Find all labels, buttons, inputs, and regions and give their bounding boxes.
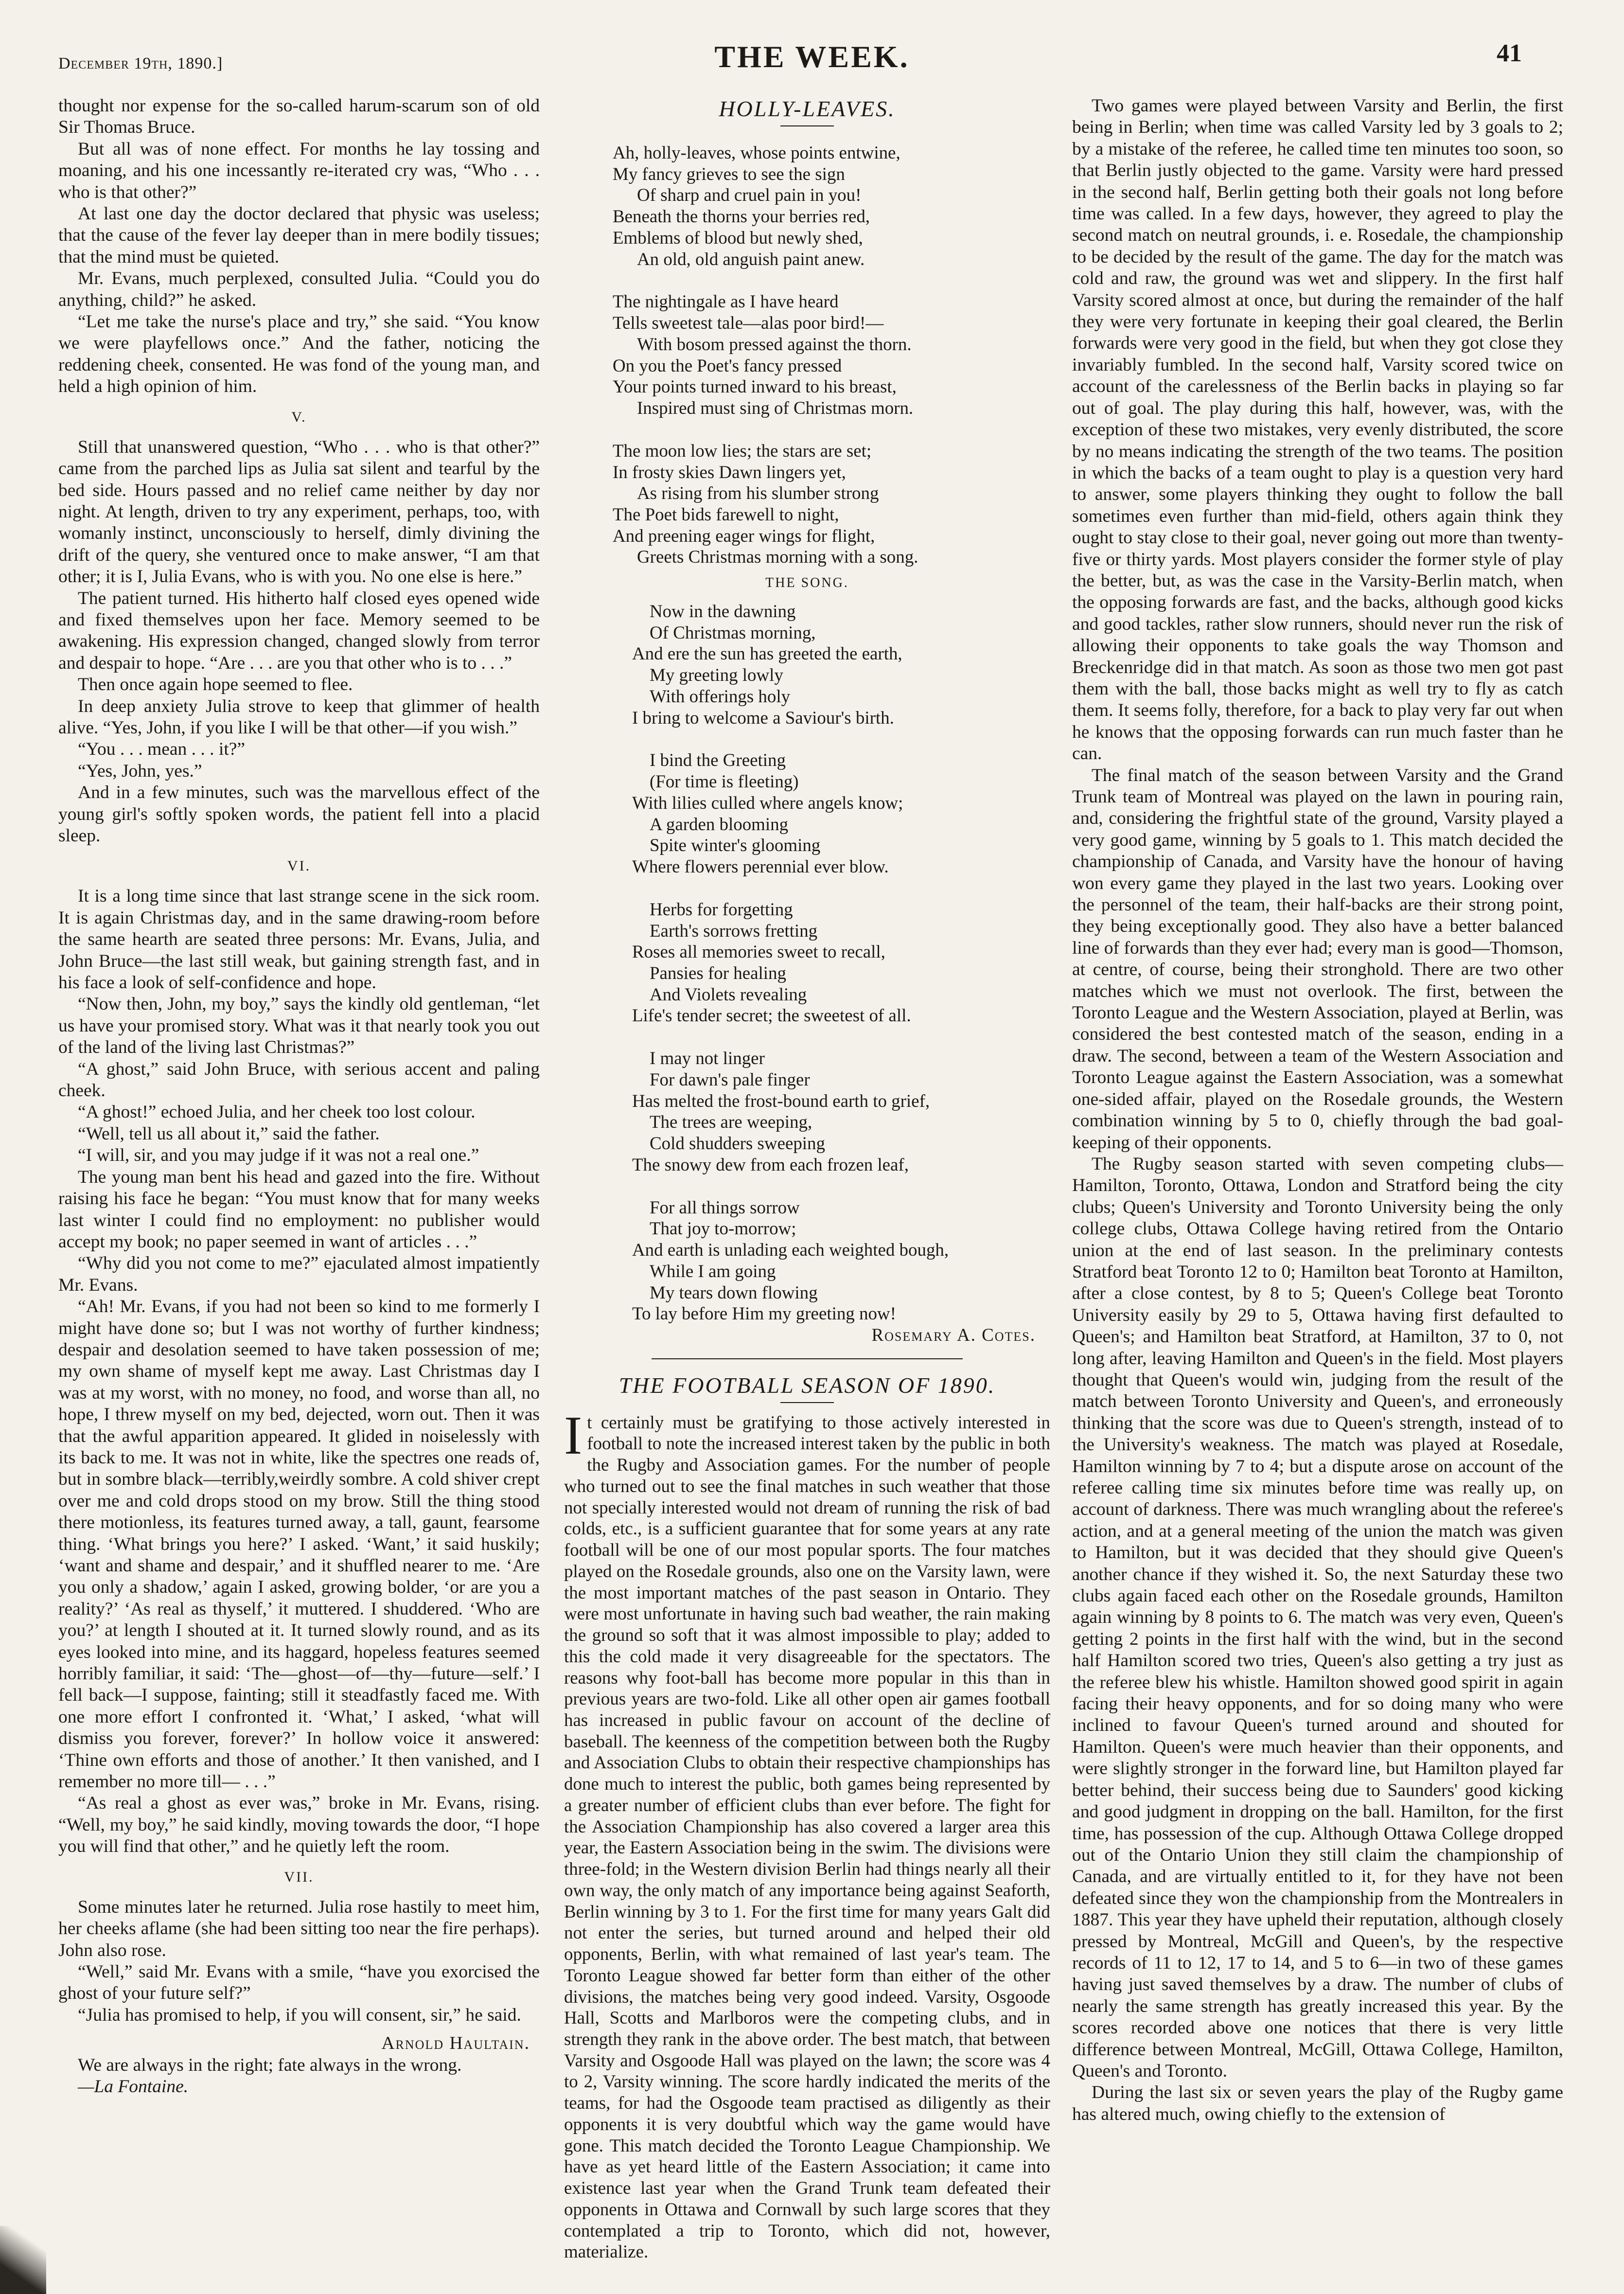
story-paragraph: It is a long time since that last strange scene in the sick room. It is again Christmas day, and in the same drawing-room before the same hearth are seated three persons: Mr. Evans, Julia, and John Bruce—the last still weak, but gaining strength fast, and in his face a look of self-confidence and hope. xyxy=(58,886,540,993)
poem-line: The Poet bids farewell to night, xyxy=(613,504,839,525)
poem-line: And earth is unlading each weighted bough, xyxy=(632,1240,949,1260)
poem-line: Inspired must sing of Christmas morn. xyxy=(637,398,914,418)
poem-line: Of Christmas morning, xyxy=(650,622,816,642)
story-paragraph: thought nor expense for the so-called harum-scarum son of old Sir Thomas Bruce. xyxy=(58,96,540,138)
poem-line: A garden blooming xyxy=(650,814,789,834)
poem-line: Pansies for healing xyxy=(650,962,786,983)
poem-line: Greets Christmas morning with a song. xyxy=(637,547,918,567)
story-paragraph: Then once again hope seemed to flee. xyxy=(78,675,353,695)
story-paragraph: At last one day the doctor declared that physic was useless; that the cause of the fever lay deeper than in mere bodily tissues; that the mind must be quieted. xyxy=(58,204,540,267)
title-rule xyxy=(780,125,834,126)
poem-line: The moon low lies; the stars are set; xyxy=(613,440,872,461)
poem-title: HOLLY-LEAVES. xyxy=(719,96,896,121)
song-stanza xyxy=(564,1048,1050,1175)
poem-line: My greeting lowly xyxy=(650,665,783,685)
column-story xyxy=(58,95,540,2098)
poem-line: I may not linger xyxy=(650,1048,765,1068)
story-paragraph: Still that unanswered question, “Who . . . who is that other?” came from the parched lips as Julia sat silent and tearful by the bed side. Hours passed and no relief came neither by day nor night. At length, driven to try any experiment, perhaps, too, with womanly instinct, unconsciously to herself, dimly divining the drift of the query, she ventured once to make answer, “I am that other; it is I, Julia Evans, who is with you. No one else is here.” xyxy=(58,437,540,587)
poem-line: Now in the dawning xyxy=(650,601,796,621)
poem-line: Of sharp and cruel pain in you! xyxy=(637,185,862,205)
story-paragraph: “A ghost!” echoed Julia, and her cheek too lost colour. xyxy=(78,1102,476,1122)
poem-line: Herbs for forgetting xyxy=(650,899,793,919)
song-stanza xyxy=(564,899,1050,1026)
poem-line: With bosom pressed against the thorn. xyxy=(637,334,912,354)
song-heading: THE SONG. xyxy=(765,575,849,591)
poem-line: On you the Poet's fancy pressed xyxy=(613,355,842,375)
column-football xyxy=(1072,95,1563,2125)
poem-line: I bind the Greeting xyxy=(650,750,786,770)
poem-line: Life's tender secret; the sweetest of all. xyxy=(632,1005,911,1026)
poem-line: And preening eager wings for flight, xyxy=(613,525,875,546)
poem-stanza xyxy=(564,142,1050,269)
story-paragraph: And in a few minutes, such was the marvellous effect of the young girl's softly spoken words, the patient fell into a placid sleep. xyxy=(58,782,540,846)
epigram-text: We are always in the right; fate always in the wrong. xyxy=(78,2055,462,2075)
story-paragraph: “I will, sir, and you may judge if it was not a real one.” xyxy=(78,1145,479,1166)
poem-line: An old, old anguish paint anew. xyxy=(637,249,865,269)
football-title: THE FOOTBALL SEASON OF 1890. xyxy=(618,1372,996,1398)
binding-shadow xyxy=(0,2226,46,2294)
story-paragraph: In deep anxiety Julia strove to keep that glimmer of health alive. “Yes, John, if you like I will be that other—if you wish.” xyxy=(58,696,540,738)
song xyxy=(564,601,1050,1324)
poem-line: Emblems of blood but newly shed, xyxy=(613,227,863,248)
poem-stanza xyxy=(564,291,1050,418)
poem-line: With lilies culled where angels know; xyxy=(632,792,903,813)
poem-line: My fancy grieves to see the sign xyxy=(613,163,845,184)
song-stanza xyxy=(564,749,1050,877)
poem-stanza xyxy=(564,440,1050,568)
story-paragraph: “Ah! Mr. Evans, if you had not been so kind to me formerly I might have done so; but I was not worthy of further kindness; despair and desolation seemed to have taken possession of me; my own shame of myself kept me away. Last Christmas day I was at my worst, with no money, no food, and worse than all, no hope, I threw myself on my bed, dejected, worn out. Then it was that the awful apparition appeared. It glided in noiselessly with its back to me. It was not in white, like the spectres one reads of, but in sombre black—terribly,weirdly sombre. A cold shiver crept over me and cold drops stood on my brow. Still the thing stood there motionless, its features turned away, a tall, gaunt, fearsome thing. ‘What brings you here?’ I asked. ‘Want,’ it said huskily; ‘want and shame and despair,’ and it shuffled nearer to me. ‘Are you only a shadow,’ again I asked, growing bolder, ‘or are you a reality?’ ‘As real as thyself,’ it muttered. I shuddered. ‘Who are you?’ at length I shouted at it. It turned slowly round, and as its eyes looked into mine, and its haggard, hopeless features seemed horribly familiar, it said: ‘The—ghost—of—thy—future—self.’ I fell back—I suppose, fainting; still it steadfastly faced me. With one more effort I confronted it. ‘What,’ I asked, ‘what will dismiss you forever, forever?’ In hollow voice it answered: ‘Thine own efforts and those of another.’ It then vanished, and I remember no more till— . . .” xyxy=(58,1297,540,1792)
poem-line: Roses all memories sweet to recall, xyxy=(632,942,885,962)
poem-line: With offerings holy xyxy=(650,686,791,706)
poem-line: My tears down flowing xyxy=(650,1282,818,1302)
drop-cap: I xyxy=(564,1405,583,1466)
poem-line: The trees are weeping, xyxy=(650,1112,812,1132)
poem-line: While I am going xyxy=(650,1261,776,1281)
story-paragraph: “Yes, John, yes.” xyxy=(78,761,202,781)
poem-line: Spite winter's glooming xyxy=(650,835,821,855)
poem-line: For all things sorrow xyxy=(650,1197,800,1217)
poem-line: Earth's sorrows fretting xyxy=(650,920,818,941)
poem-line: For dawn's pale finger xyxy=(650,1069,810,1089)
poem-line: The nightingale as I have heard xyxy=(613,291,839,312)
poem-author: Rosemary A. Cotes. xyxy=(871,1324,1036,1345)
epigram xyxy=(58,2055,540,2098)
poem-line: I bring to welcome a Saviour's birth. xyxy=(632,707,894,728)
song-stanza xyxy=(564,1197,1050,1324)
masthead-title: THE WEEK. xyxy=(714,39,910,74)
football-paragraph: During the last six or seven years the play of the Rugby game has altered much, owing chiefly to the extension of xyxy=(1072,2082,1563,2124)
section-heading-v: V. xyxy=(291,409,307,425)
story-paragraph: The patient turned. His hitherto half closed eyes opened wide and fixed themselves upon her face. Memory seemed to be awakening. His expression changed, changed slowly from terror and despair to hope. “Are . . . are you that other who is to . . .” xyxy=(58,588,540,673)
story-author: Arnold Haultain. xyxy=(381,2033,530,2054)
section-heading-vii: VII. xyxy=(284,1868,314,1885)
story-paragraph: “Well,” said Mr. Evans with a smile, “have you exorcised the ghost of your future self?” xyxy=(58,1961,540,2004)
story-paragraph: Some minutes later he returned. Julia rose hastily to meet him, her cheeks aflame (she had been sitting too near the fire perhaps). John also rose. xyxy=(58,1897,540,1960)
poem-line: Where flowers perennial ever blow. xyxy=(632,856,889,877)
poem-line: Cold shudders sweeping xyxy=(650,1133,825,1154)
poem-line: Beneath the thorns your berries red, xyxy=(613,206,870,227)
football-paragraph: Two games were played between Varsity and Berlin, the first being in Berlin; when time was called Varsity led by 3 goals to 2; by a mistake of the referee, he called time ten minutes too soon, so that Berlin justly objected to the game. Varsity were hard pressed in the second half, Berlin getting both their goals not long before time was called. In a few days, however, they agreed to play the second match on neutral grounds, i. e. Rosedale, the championship to be decided by the result of the game. The day for the match was cold and raw, the ground was wet and slippery. In the first half Varsity scored almost at once, but during the remainder of the half they were very fortunate in keeping their goal cleared, the Berlin forwards were very good in the field, but when they got close they invariably fumbled. In the second half, Varsity scored twice on account of the carelessness of the Berlin backs in playing so far out of goal. The play during this half, however, was, with the exception of these two mistakes, very evenly distributed, the score by no means indicating the strength of the two teams. The position in which the backs of a team ought to play is a question very hard to answer, some players thinking they ought to follow the ball sometimes even further than mid-field, others again think they ought to stay close to their goal, never going out more than twenty-five or thirty yards. Most players consider the former style of play the better, but, as was the case in the Varsity-Berlin match, when the opposing forwards are fast, and the backs, although good kicks and good tackles, rather slow runners, should never run the risk of allowing their opponents to take goals the way Thomson and Breckenridge did in that match. As soon as those two men got past them with the ball, those backs might as well try to fly as catch them. It seems folly, therefore, for a back to play very far out when he knows that the opposing forwards can run much faster than he can. xyxy=(1072,96,1563,764)
story-paragraph: “Well, tell us all about it,” said the father. xyxy=(78,1123,380,1144)
story-paragraph: The young man bent his head and gazed into the fire. Without raising his face he began: “You must know that for many weeks last winter I could find no employment: no publisher would accept my book; no paper seemed in want of articles . . .” xyxy=(58,1167,540,1252)
story-paragraph: “As real a ghost as ever was,” broke in Mr. Evans, rising. “Well, my boy,” he said kindly, moving towards the door, “I hope you will find that other,” and he quietly left the room. xyxy=(58,1793,540,1857)
epigram-source: —La Fontaine. xyxy=(78,2076,189,2097)
poem-line: In frosty skies Dawn lingers yet, xyxy=(613,462,846,482)
story-paragraph: “Julia has promised to help, if you will consent, sir,” he said. xyxy=(78,2005,521,2025)
story-paragraph: “A ghost,” said John Bruce, with serious accent and paling cheek. xyxy=(58,1059,540,1101)
football-paragraph xyxy=(564,1405,1050,2262)
song-stanza xyxy=(564,601,1050,728)
story-paragraph: But all was of none effect. For months he lay tossing and moaning, and his one incessantly re-iterated cry was, “Who . . . who is that other?” xyxy=(58,139,540,202)
poem-line: As rising from his slumber strong xyxy=(637,483,879,503)
football-paragraph: The final match of the season between Varsity and the Grand Trunk team of Montreal was played on the lawn in pouring rain, and, considering the frightful state of the ground, Varsity played a very good game, winning by 5 goals to 1. This match decided the championship of Canada, and Varsity have the honour of having won every game they played in the last two years. Looking over the personnel of the team, their half-backs are their strong point, they being exceptionally good. They also have a better balanced line of forwards than they ever had; every man is good—Thomson, at centre, of course, being their stronghold. There are two other matches which we must not overlook. The first, between the Toronto League and the Western Association, played at Berlin, was considered the best contested match of the season, ending in a draw. The second, between a team of the Western Association and Toronto League against the Eastern Association, was a somewhat one-sided affair, played on the Rosedale grounds, the Western combination winning by 5 to 0, chiefly through the bad goal-keeping of their opponents. xyxy=(1072,765,1563,1153)
poem-line: That joy to-morrow; xyxy=(650,1218,796,1239)
poem-line: Your points turned inward to his breast, xyxy=(613,376,897,397)
page-number: 41 xyxy=(1497,39,1522,67)
section-heading-vi: VI. xyxy=(287,858,311,874)
poem-line: Tells sweetest tale—alas poor bird!— xyxy=(613,313,884,333)
poem-line: (For time is fleeting) xyxy=(650,771,799,792)
poem-line: Has melted the frost-bound earth to grief, xyxy=(632,1090,930,1111)
poem-line: The snowy dew from each frozen leaf, xyxy=(632,1154,909,1174)
issue-date: December 19th, 1890.] xyxy=(58,54,223,72)
column-poem-football xyxy=(564,95,1050,2262)
story-paragraph: “You . . . mean . . . it?” xyxy=(78,739,246,760)
football-paragraph: The Rugby season started with seven competing clubs—Hamilton, Toronto, Ottawa, London and Stratford being the city clubs; Queen's University and Toronto University being the only college clubs, Ottawa College having retired from the Ontario union at the end of last season. In the preliminary contests Stratford beat Toronto 12 to 0; Hamilton beat Toronto at Hamilton, after a close contest, by 8 to 5; Queen's College beat Toronto University easily by 29 to 5, Ottawa having first defaulted to Queen's; and Hamilton beat Stratford, at Hamilton, 37 to 0, not long after, leaving Hamilton and Queen's in the field. Most players thought that Queen's would win, judging from the result of the match between Toronto University and Queen's, and erroneously thinking that the score was due to Queen's strength, instead of to the University's weakness. The match was played at Rosedale, Hamilton winning by 7 to 4; but a dispute arose on account of the referee calling time six minutes before time was really up, on account of darkness. There was much wrangling about the referee's action, and at a general meeting of the union the match was given to Hamilton, but it was decided that they should give Queen's another chance if they wished it. So, the next Saturday these two clubs again faced each other on the Rosedale grounds, Hamilton again winning by 8 points to 6. The match was very even, Queen's getting 2 points in the first half with the wind, but in the second half Hamilton scored two tries, Queen's also getting a try just as the referee blew his whistle. Hamilton showed good spirit in again facing their heavy opponents, and for so doing many who were inclined to favour Queen's turned around and shouted for Hamilton. Queen's were much heavier than their opponents, and were slightly stronger in the forward line, but Hamilton played far better behind, their success being due to Saunders' good kicking and good judgment in dropping on the ball. Hamilton, for the first time, has possession of the cup. Although Ottawa College dropped out of the Ontario Union they still claim the championship of Canada, and are virtually entitled to it, for they have not been defeated since they won the championship from the Montrealers in 1887. This year they have upheld their reputation, although closely pressed by Montreal, McGill and Queen's, by the respective records of 11 to 12, 17 to 14, and 5 to 6—in two of these games having just saved themselves by a draw. The number of clubs of nearly the same strength has greatly increased this year. By the scores recorded above one notices that there is very little difference between Montreal, McGill, Ottawa College, Hamilton, Queen's and Toronto. xyxy=(1072,1154,1563,2081)
title-rule xyxy=(780,1402,834,1403)
poem-line: And ere the sun has greeted the earth, xyxy=(632,643,902,664)
poem-line: Ah, holly-leaves, whose points entwine, xyxy=(613,142,900,162)
story-paragraph: Mr. Evans, much perplexed, consulted Julia. “Could you do anything, child?” he asked. xyxy=(58,268,540,310)
article-rule xyxy=(652,1358,963,1359)
page-header xyxy=(0,0,1624,88)
football-text: t certainly must be gratifying to those actively interested in football to note the increased interest taken by the public in both the Rugby and Association games. For the number of people who turned out to see the final matches in such weather that those not specially interested would not dream of running the risk of bad colds, etc., is a sufficient guarantee that for some years at any rate football will be one of our most popular sports. The four matches played on the Rosedale grounds, also one on the Varsity lawn, were the most important matches of the past season in Ontario. They were most unfortunate in having such bad weather, the rain making the ground so soft that it was almost impossible to play; added to this the cold made it very disagreeable for the spectators. The reasons why foot-ball has become more popular in this than in previous years are two-fold. Like all other open air games football has increased in public favour on account of the decline of baseball. The keenness of the competition between both the Rugby and Association Clubs to obtain their respective championships has done much to interest the public, both games being represented by a greater number of efficient clubs than ever before. The fight for the Association Championship has also covered a larger area this year, the Eastern Association being in the swim. The divisions were three-fold; in the Western division Berlin had things nearly all their own way, the only match of any importance being against Seaforth, Berlin winning by 3 to 1. For the first time for many years Galt did not enter the series, but turned around and helped their old opponents, Berlin, with what remained of last year's team. The Toronto League showed far better form than either of the other divisions, the matches being very good indeed. Varsity, Osgoode Hall, Scotts and Marlboros were the competing clubs, and in strength they rank in the above order. The best match, that between Varsity and Osgoode Hall was played on the lawn; the score was 4 to 2, Varsity winning. The score hardly indicated the merits of the teams, for had the Osgoode team practised as diligently as their opponents it is very doubtful which way the game would have gone. This match decided the Toronto League Championship. We have as yet heard little of the Eastern Association; it came into existence last year when the Grand Trunk team defeated their opponents in Ottawa and Cornwall by such large scores that they contemplated a trip to Toronto, which did not, however, materialize. xyxy=(564,1412,1050,2262)
story-paragraph: “Why did you not come to me?” ejaculated almost impatiently Mr. Evans. xyxy=(58,1253,540,1295)
poem-line: To lay before Him my greeting now! xyxy=(632,1303,896,1324)
story-paragraph: “Now then, John, my boy,” says the kindly old gentleman, “let us have your promised story. What was it that nearly took you out of the land of the living last Christmas?” xyxy=(58,994,540,1058)
poem-line: And Violets revealing xyxy=(650,984,807,1004)
story-paragraph: “Let me take the nurse's place and try,” she said. “You know we were playfellows once.” And the father, noticing the reddening cheek, consented. He was fond of the young man, and held a high opinion of him. xyxy=(58,312,540,397)
